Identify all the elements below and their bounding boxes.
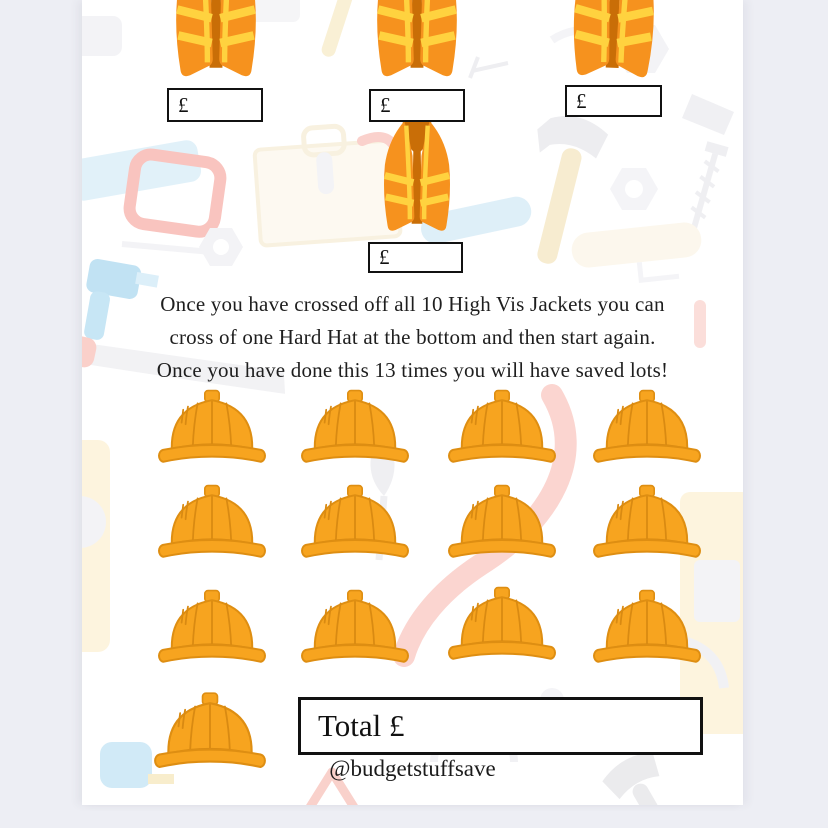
pound-symbol: £ [178, 93, 189, 117]
pound-symbol: £ [380, 93, 391, 117]
high-vis-jacket-icon [558, 0, 671, 87]
jacket-amount-box-1[interactable] [167, 88, 263, 122]
hard-hat-icon [156, 388, 268, 470]
hard-hat-slot-11[interactable] [446, 585, 558, 667]
instructions-line-1: Once you have crossed off all 10 High Vis Jackets you can [160, 292, 665, 316]
jacket-slot-1[interactable] [162, 0, 270, 85]
instagram-handle: @budgetstuffsave [329, 756, 496, 781]
jacket-amount-box-4[interactable] [368, 242, 463, 273]
instructions-text [82, 288, 743, 387]
hard-hat-icon [156, 483, 268, 565]
hard-hat-slot-10[interactable] [299, 588, 411, 670]
hard-hat-icon [591, 388, 703, 470]
hard-hat-icon [299, 588, 411, 670]
hard-hat-slot-9[interactable] [156, 588, 268, 670]
hard-hat-icon [591, 483, 703, 565]
hard-hat-slot-7[interactable] [446, 483, 558, 565]
total-box[interactable] [298, 697, 703, 755]
savings-sheet-page [82, 0, 743, 805]
hard-hat-icon [156, 588, 268, 670]
hard-hat-slot-6[interactable] [299, 483, 411, 565]
pound-symbol: £ [576, 89, 587, 113]
hard-hat-icon [446, 585, 558, 667]
hard-hat-icon [446, 388, 558, 470]
jacket-amount-box-3[interactable] [565, 85, 662, 117]
jacket-slot-2[interactable] [363, 0, 471, 85]
hard-hat-slot-8[interactable] [591, 483, 703, 565]
hard-hat-slot-1[interactable] [156, 388, 268, 470]
hard-hat-slot-12[interactable] [591, 588, 703, 670]
instructions-line-3: Once you have done this 13 times you will have saved lots! [156, 358, 669, 382]
total-label: Total £ [318, 708, 405, 743]
hard-hat-icon [299, 483, 411, 565]
high-vis-jacket-icon [363, 0, 471, 85]
hard-hat-slot-5[interactable] [156, 483, 268, 565]
hard-hat-icon [299, 388, 411, 470]
hard-hat-icon [591, 588, 703, 670]
jacket-slot-4[interactable] [366, 122, 468, 238]
pound-symbol: £ [379, 245, 390, 269]
hard-hat-icon [446, 483, 558, 565]
jacket-slot-3[interactable] [558, 0, 671, 87]
jacket-amount-box-2[interactable] [369, 89, 465, 122]
hard-hat-slot-2[interactable] [299, 388, 411, 470]
hard-hat-slot-3[interactable] [446, 388, 558, 470]
instructions-line-2: cross of one Hard Hat at the bottom and then start again. [169, 325, 656, 349]
hard-hat-slot-4[interactable] [591, 388, 703, 470]
high-vis-jacket-icon [162, 0, 270, 85]
high-vis-jacket-icon [366, 122, 468, 238]
